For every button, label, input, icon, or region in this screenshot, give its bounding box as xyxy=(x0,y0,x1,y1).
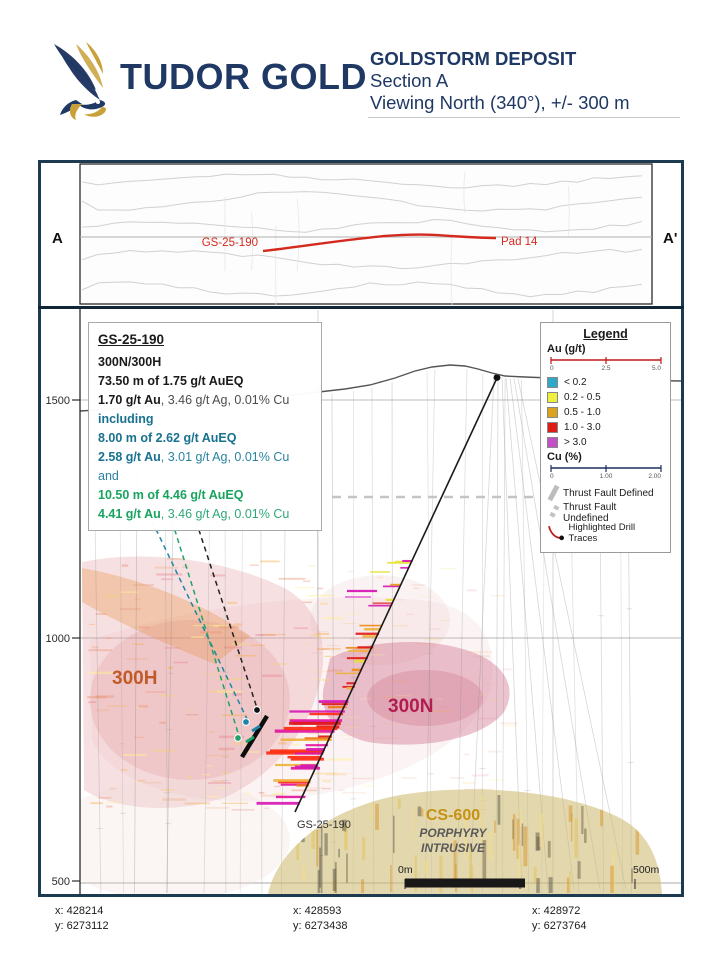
plan-drill-label: GS-25-190 xyxy=(201,237,258,249)
legend-title: Legend xyxy=(583,327,628,341)
au-swatch-05-10 xyxy=(547,407,558,418)
legend-highlighted-traces: Highlighted Drill Traces xyxy=(547,523,664,543)
thrust-fault-defined-icon xyxy=(548,485,560,501)
tudor-gold-eagle-logo xyxy=(46,38,120,122)
callout-inc1: 8.00 m of 2.62 g/t AuEQ xyxy=(98,431,237,445)
legend-class-row: > 3.0 xyxy=(547,435,664,450)
svg-text:5.0: 5.0 xyxy=(651,365,661,372)
cs600-subtitle-2: INTRUSIVE xyxy=(420,841,486,855)
callout-intercept-detail: 1.70 g/t Au, 3.46 g/t Ag, 0.01% Cu xyxy=(98,393,290,407)
pad-label: Pad 14 xyxy=(501,236,538,248)
drill-trace-label: GS-25-190 xyxy=(297,819,351,831)
section-subtitle: Section A xyxy=(370,70,449,91)
zone-label-300h: 300H xyxy=(112,668,158,689)
legend-class-row: 1.0 - 3.0 xyxy=(547,420,664,435)
au-swatch-gt30 xyxy=(547,437,558,448)
au-scale-bar xyxy=(547,355,665,372)
legend-au-label: Au (g/t) xyxy=(547,343,586,355)
elevation-label-1000: 1000 xyxy=(45,633,70,645)
coordinate-label-middle: x: 428593 y: 6273438 xyxy=(293,905,348,932)
zone-label-cs600: CS-600 xyxy=(425,807,481,824)
viewing-subtitle: Viewing North (340°), +/- 300 m xyxy=(370,92,630,113)
deposit-title: GOLDSTORM DEPOSIT xyxy=(370,48,577,69)
elevation-axis xyxy=(46,309,80,894)
legend-class-row: 0.2 - 0.5 xyxy=(547,390,664,405)
scale-bar-end-label: 500m xyxy=(633,864,660,876)
assay-callout-box xyxy=(88,322,322,531)
svg-text:1.00: 1.00 xyxy=(599,473,613,480)
plan-view-box xyxy=(80,164,652,304)
au-swatch-10-30 xyxy=(547,422,558,433)
elevation-label-1500: 1500 xyxy=(45,395,70,407)
svg-text:2.00: 2.00 xyxy=(648,473,661,480)
callout-hole-id: GS-25-190 xyxy=(98,332,165,347)
zone-label-300n: 300N xyxy=(388,696,434,717)
highlighted-trace-icon xyxy=(547,524,567,542)
legend-fault-defined: Thrust Fault Defined xyxy=(547,483,664,503)
legend-cu-label: Cu (%) xyxy=(547,451,582,463)
legend-box xyxy=(540,322,671,553)
coordinate-label-left: x: 428214 y: 6273112 xyxy=(55,905,109,932)
thrust-fault-undefined-icon xyxy=(548,505,560,521)
legend-fault-undefined: Thrust Fault Undefined xyxy=(547,503,664,523)
legend-class-row: < 0.2 xyxy=(547,375,664,390)
marker-a-prime: A' xyxy=(663,230,678,247)
legend-class-row: 0.5 - 1.0 xyxy=(547,405,664,420)
coordinate-label-right: x: 428972 y: 6273764 xyxy=(532,905,587,932)
scale-bar-start-label: 0m xyxy=(398,864,413,876)
plan-view-panel xyxy=(41,163,681,306)
callout-intercept: 73.50 m of 1.75 g/t AuEQ xyxy=(98,374,244,388)
callout-including: including xyxy=(98,412,154,426)
elevation-label-500: 500 xyxy=(51,876,70,888)
au-swatch-02-05 xyxy=(547,392,558,403)
figure-title-block xyxy=(370,48,680,114)
marker-a: A xyxy=(52,230,63,247)
svg-text:0: 0 xyxy=(550,365,554,372)
callout-inc2-detail: 4.41 g/t Au, 3.46 g/t Ag, 0.01% Cu xyxy=(98,507,290,521)
brand-wordmark: TUDOR GOLD xyxy=(120,56,367,97)
au-swatch-lt02 xyxy=(547,377,558,388)
cu-scale-bar xyxy=(547,463,665,480)
callout-inc1-detail: 2.58 g/t Au, 3.01 g/t Ag, 0.01% Cu xyxy=(98,450,290,464)
header-rule xyxy=(368,117,680,118)
callout-inc2: 10.50 m of 4.46 g/t AuEQ xyxy=(98,488,244,502)
callout-zone: 300N/300H xyxy=(98,355,162,369)
svg-text:2.5: 2.5 xyxy=(601,365,611,372)
callout-and: and xyxy=(98,469,119,483)
cs600-subtitle-1: PORPHYRY xyxy=(419,826,487,840)
svg-text:0: 0 xyxy=(550,473,554,480)
